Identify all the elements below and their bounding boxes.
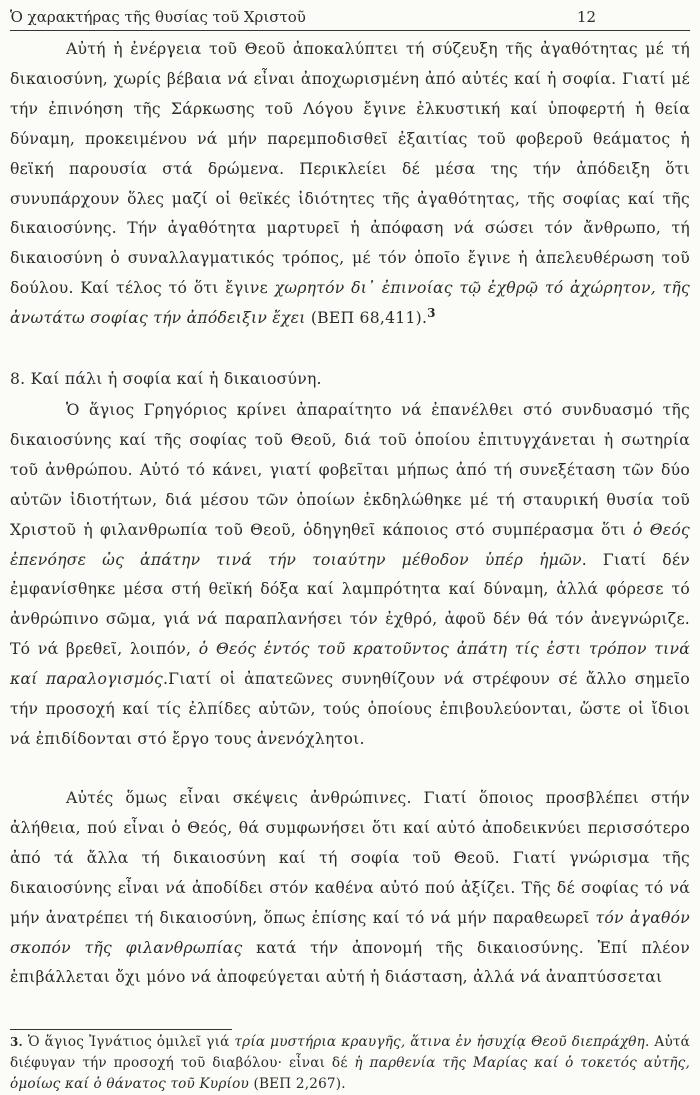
footnote-text-b: . Αὐτά διέφυγαν τήν προσοχή τοῦ διαβόλου· εἶναι δέ — [10, 1034, 691, 1071]
paragraph-3 — [10, 784, 690, 993]
paragraph-2-text-b: . Γιατί δέν ἐμφανίσθηκε μέσα στή θεϊκή δόξα καί λαμπρότητα καί δύναμη, ἀλλά φόρεσε τό ἀνθρώπινο σῶμα, γιά νά παραπλανήσει τόν ἐχθρό, ἀφοῦ δέν θά τόν ἀνεγνώριζε. Τό νά βρεθεῖ, λοιπόν, — [10, 550, 691, 659]
paragraph-2-quote-1: ὁ Θεός ἐπενόησε ὡς ἀπάτην τινά τήν τοιαύτην μέθοδον ὑπέρ ἡμῶν — [10, 520, 690, 569]
footnote-text-a: Ὁ ἅγιος Ἰγνάτιος ὁμιλεῖ γιά — [22, 1034, 235, 1050]
footnote-text-c: (ΒΕΠ 2,267). — [248, 1076, 346, 1092]
footnote-quote-2: ἡ παρθενία τῆς Μαρίας καί ὁ τοκετός αὐτῆς, ὁμοίως καί ὁ θάνατος τοῦ Κυρίου — [10, 1055, 690, 1092]
paragraph-2 — [10, 396, 690, 755]
paragraph-1 — [10, 35, 690, 334]
page-header — [10, 4, 690, 31]
paragraph-1-quote: χωρητόν δι᾽ ἐπινοίας τῷ ἐχθρῷ τό ἀχώρητον, τῆς ἀνωτάτω σοφίας τήν ἀπόδειξιν ἔχει — [10, 279, 690, 328]
footnote-divider — [10, 1029, 232, 1030]
footnote — [10, 1032, 690, 1095]
page-number: 12 — [577, 8, 597, 26]
footnote-mark: 3. — [10, 1035, 23, 1049]
paragraph-3-text-a: Αὐτές ὅμως εἶναι σκέψεις ἀνθρώπινες. Γιατί ὅποιος προσβλέπει στήν ἀλήθεια, πού εἶναι ὁ Θεός, θά συμφωνήσει ὅτι καί αὐτό ἀποδεικνύει περισσότερο ἀπό τά ἄλλα τή δικαιοσύνη καί τή σοφία τοῦ Θεοῦ. Γιατί γνώρισμα τῆς δικαιοσύνης εἶναι νά ἀποδίδει στόν καθένα αὐτό πού ἀξίζει. Τῆς δέ σοφίας τό νά μήν ἀνατρέπει τή δικαιοσύνη, ὅπως ἐπίσης καί τό νά μήν παραθεωρεῖ — [10, 789, 690, 927]
paragraph-1-text-a: Αὐτή ἡ ἐνέργεια τοῦ Θεοῦ ἀποκαλύπτει τή σύζευξη τῆς ἀγαθότητας μέ τή δικαιοσύνη, χωρίς βέβαια νά εἶναι ἀποχωρισμένη ἀπό αὐτές καί ἡ σοφία. Γιατί μέ τήν ἐπινόηση τῆς Σάρκωσης τοῦ Λόγου ἔγινε ἑλκυστική καί ὑποφερτή ἡ θεία δύναμη, προκειμένου νά μήν παρεμποδισθεῖ ἐξαιτίας τοῦ φοβεροῦ θεάματος ἡ θεϊκή παρουσία στά δρώμενα. Περικλείει δέ μέσα της τήν ἀπόδειξη ὅτι συνυπάρχουν ὅλες μαζί οἱ θεϊκές ἰδιότητες τῆς ἀγαθότητας, τῆς σοφίας καί τῆς δικαιοσύνης. Τήν ἀγαθότητα μαρτυρεῖ ἡ ἀπόφαση νά σώσει τόν ἄνθρωπο, τή δικαιοσύνη ὁ συναλλαγματικός τρόπος, μέ τόν ὁποῖο ἔγινε ἡ ἀπελευθέρωση τοῦ δούλου. Καί τέλος τό ὅτι ἔγινε — [10, 40, 690, 298]
paragraph-3-text-b: κατά τήν ἀπονομή τῆς δικαιοσύνης. Ἐπί πλέον ἐπιβάλλεται ὄχι μόνο νά ἀποφεύγεται αὐτή ἡ διάσταση, ἀλλά νά ἀναπτύσσεται — [10, 938, 690, 987]
paragraph-1-text-b: (ΒΕΠ 68,411). — [305, 309, 428, 328]
running-title: Ὁ χαρακτήρας τῆς θυσίας τοῦ Χριστοῦ — [10, 8, 306, 26]
paragraph-3-quote-1: τόν ἀγαθόν σκοπόν τῆς φιλανθρωπίας — [10, 908, 690, 957]
footnote-quote-1: τρία μυστήρια κραυγῆς, ἅτινα ἐν ἡσυχίᾳ Θεοῦ διεπράχθη — [234, 1034, 645, 1050]
footnote-reference[interactable]: 3 — [427, 305, 436, 320]
paragraph-2-text-c: .Γιατί οἱ ἀπατεῶνες συνηθίζουν νά στρέφουν σέ ἄλλο σημεῖο τήν προσοχή καί τίς ἐλπίδες αὐτῶν, τούς ὁποίους ἐπιβουλεύονται, ὥστε οἱ ἴδιοι νά ἐπιδίδονται στό ἔργο τους ἀνενόχλητοι. — [10, 670, 690, 748]
paragraph-2-text-a: Ὁ ἅγιος Γρηγόριος κρίνει ἀπαραίτητο νά ἐπανέλθει στό συνδυασμό τῆς δικαιοσύνης καί τῆς σοφίας τοῦ Θεοῦ, διά τοῦ ὁποίου ἐπιτυγχάνεται ἡ σωτηρία τοῦ ἀνθρώπου. Αὐτό τό κάνει, γιατί φοβεῖται μήπως ἀπό τή συνεξέταση τῶν δύο αὐτῶν ἰδιοτήτων, διά μέσου τῶν ὁποίων ἐκδηλώθηκε μέ τή σταυρική θυσία τοῦ Χριστοῦ ἡ φιλανθρωπία τοῦ Θεοῦ, ὁδηγηθεῖ κάποιος στό συμπέρασμα ὅτι — [10, 401, 690, 539]
paragraph-2-quote-2: ὁ Θεός ἐντός τοῦ κρατοῦντος ἀπάτη τίς ἐστι τρόπον τινά καί παραλογισμός — [10, 640, 690, 689]
section-heading: 8. Καί πάλι ἡ σοφία καί ἡ δικαιοσύνη. — [10, 370, 322, 388]
